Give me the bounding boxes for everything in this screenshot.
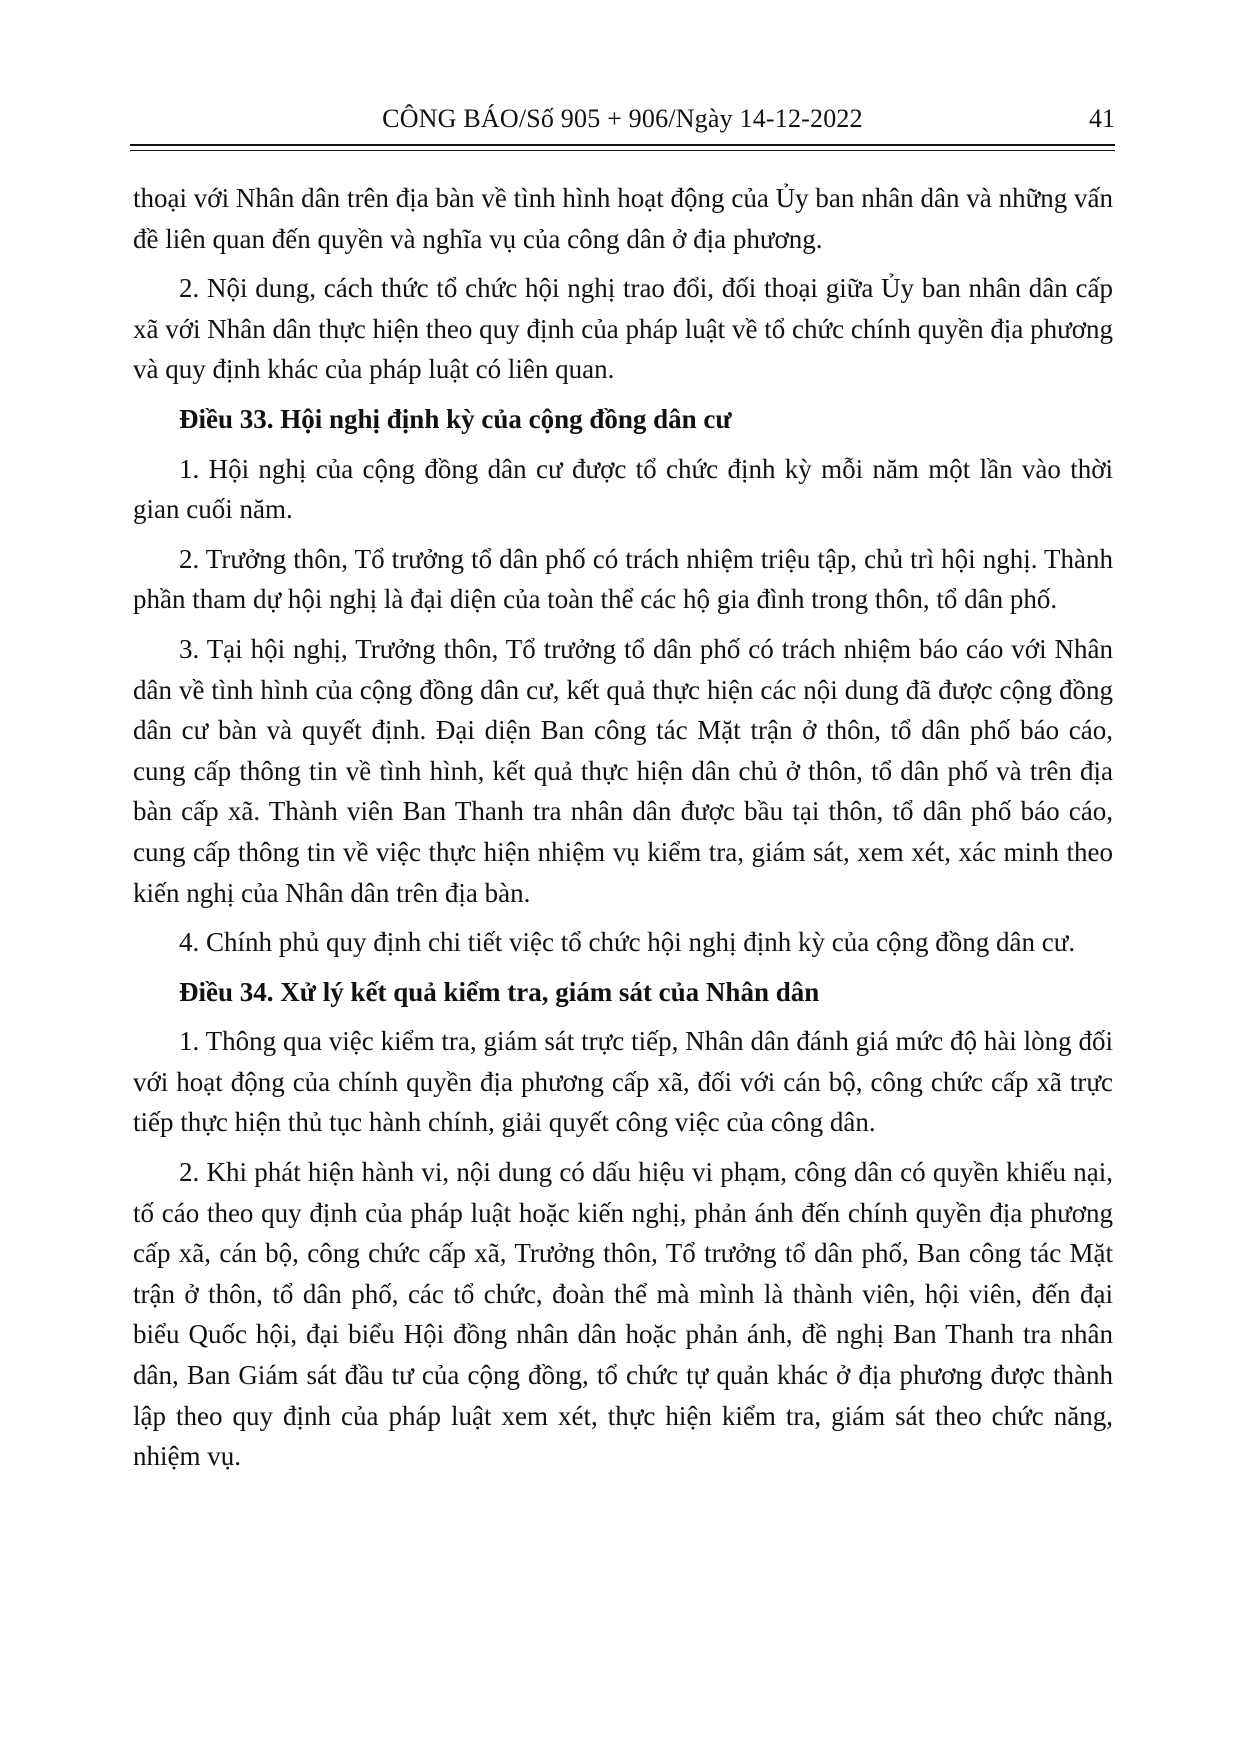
paragraph-continued: thoại với Nhân dân trên địa bàn về tình hình hoạt động của Ủy ban nhân dân và những vấn đề liên quan đến quyền và nghĩa vụ của công dân ở địa phương. bbox=[133, 183, 1113, 254]
gazette-title: CÔNG BÁO/Số 905 + 906/Ngày 14-12-2022 bbox=[382, 104, 863, 133]
article-33-clause-1: 1. Hội nghị của cộng đồng dân cư được tổ chức định kỳ mỗi năm một lần vào thời gian cuối năm. bbox=[133, 453, 1113, 525]
article-33-clause-2: 2. Trưởng thôn, Tổ trưởng tổ dân phố có trách nhiệm triệu tập, chủ trì hội nghị. Thành phần tham dự hội nghị là đại diện của toàn thể các hộ gia đình trong thôn, tổ dân phố. bbox=[133, 543, 1113, 615]
header-rule-thick bbox=[130, 144, 1115, 146]
article-34-clause-1: 1. Thông qua việc kiểm tra, giám sát trực tiếp, Nhân dân đánh giá mức độ hài lòng đối với hoạt động của chính quyền địa phương cấp xã, đối với cán bộ, công chức cấp xã trực tiếp thực hiện thủ tục hành chính, giải quyết công việc của công dân. bbox=[133, 1026, 1113, 1138]
page-header bbox=[130, 104, 1115, 140]
paragraph-clause-2: 2. Nội dung, cách thức tổ chức hội nghị trao đổi, đối thoại giữa Ủy ban nhân dân cấp xã với Nhân dân thực hiện theo quy định của pháp luật về tổ chức chính quyền địa phương và quy định khác của pháp luật có liên quan. bbox=[133, 273, 1113, 385]
article-33-heading: Điều 33. Hội nghị định kỳ của cộng đồng dân cư bbox=[179, 403, 732, 434]
article-33-clause-4: 4. Chính phủ quy định chi tiết việc tổ chức hội nghị định kỳ của cộng đồng dân cư. bbox=[179, 927, 1076, 958]
article-34-clause-2: 2. Khi phát hiện hành vi, nội dung có dấu hiệu vi phạm, công dân có quyền khiếu nại, tố cáo theo quy định của pháp luật hoặc kiến nghị, phản ánh đến chính quyền địa phương cấp xã, cán bộ, công chức cấp xã, Trưởng thôn, Tổ trưởng tổ dân phố, Ban công tác Mặt trận ở thôn, tổ dân phố, các tổ chức, đoàn thể mà mình là thành viên, hội viên, đến đại biểu Quốc hội, đại biểu Hội đồng nhân dân hoặc phản ánh, đề nghị Ban Thanh tra nhân dân, Ban Giám sát đầu tư của cộng đồng, tổ chức tự quản khác ở địa phương được thành lập theo quy định của pháp luật xem xét, thực hiện kiểm tra, giám sát theo chức năng, nhiệm vụ. bbox=[133, 1157, 1113, 1472]
header-rule-thin bbox=[130, 150, 1115, 151]
article-33-clause-3: 3. Tại hội nghị, Trưởng thôn, Tổ trưởng tổ dân phố có trách nhiệm báo cáo với Nhân dân về tình hình của cộng đồng dân cư, kết quả thực hiện các nội dung đã được cộng đồng dân cư bàn và quyết định. Đại diện Ban công tác Mặt trận ở thôn, tổ dân phố báo cáo, cung cấp thông tin về tình hình, kết quả thực hiện dân chủ ở thôn, tổ dân phố và trên địa bàn cấp xã. Thành viên Ban Thanh tra nhân dân được bầu tại thôn, tổ dân phố báo cáo, cung cấp thông tin về việc thực hiện nhiệm vụ kiểm tra, giám sát, xem xét, xác minh theo kiến nghị của Nhân dân trên địa bàn. bbox=[133, 633, 1113, 908]
article-34-heading: Điều 34. Xử lý kết quả kiểm tra, giám sát của Nhân dân bbox=[179, 976, 820, 1007]
page-number: 41 bbox=[1089, 104, 1115, 133]
document-body bbox=[133, 178, 1113, 1486]
